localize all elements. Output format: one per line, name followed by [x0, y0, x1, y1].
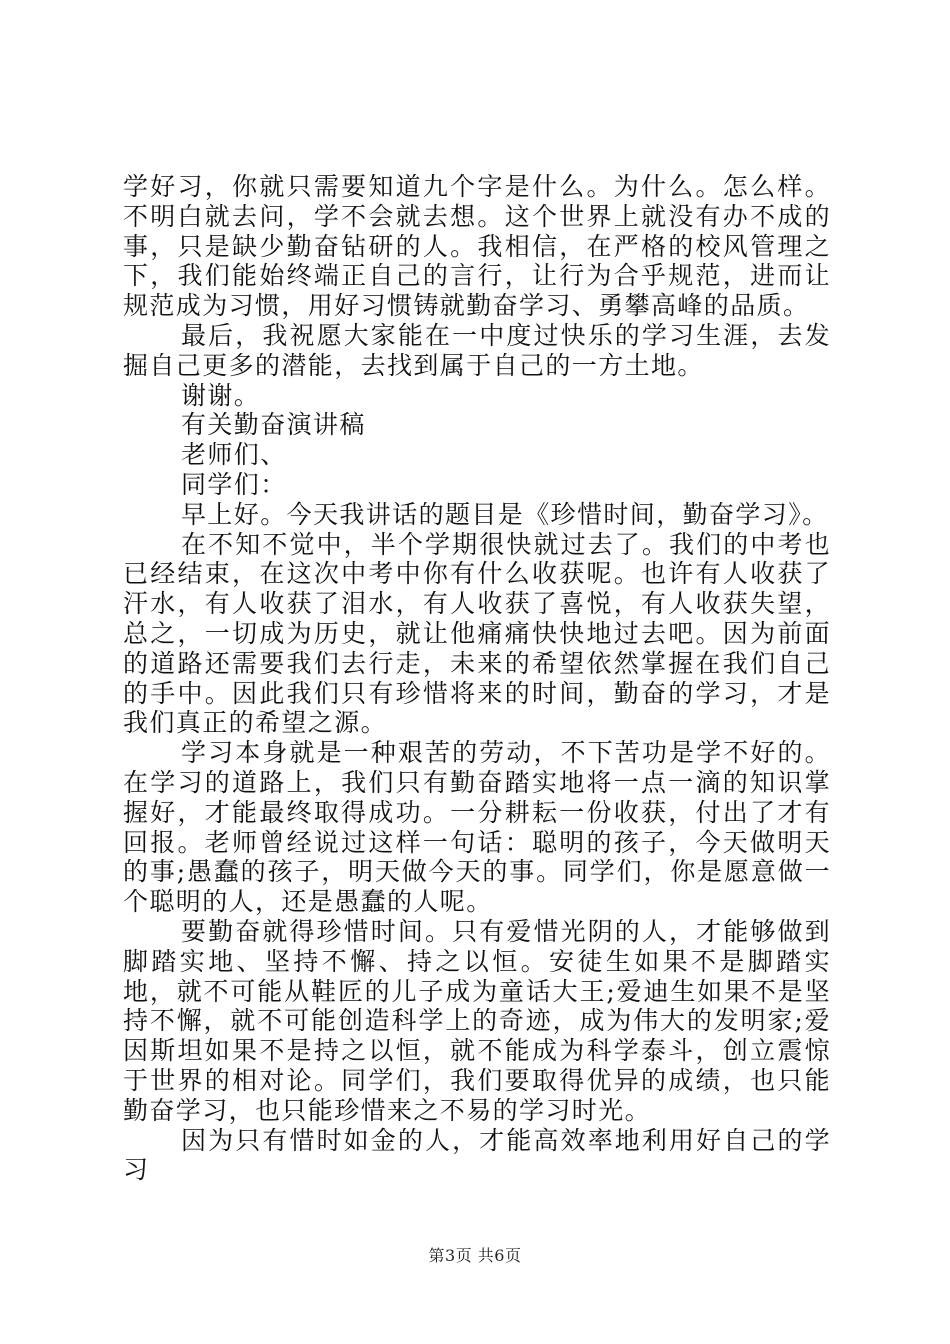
paragraph-continuation: 学好习，你就只需要知道九个字是什么。为什么。怎么样。不明白就去问，学不会就去想。这个世界上就没有办不成的事，只是缺少勤奋钻研的人。我相信，在严格的校风管理之下，我们能始终端正自己的言行，让行为合乎规范，进而让规范成为习惯，用好习惯铸就勤奋学习、勇攀高峰的品质。	[123, 172, 831, 321]
paragraph-greeting: 早上好。今天我讲话的题目是《珍惜时间，勤奋学习》。	[181, 499, 829, 529]
paragraph-cherish-time: 要勤奋就得珍惜时间。只有爱惜光阴的人，才能够做到脚踏实地、坚持不懈、持之以恒。安徒生如果不是脚踏实地，就不可能从鞋匠的儿子成为童话大王;爱迪生如果不是坚持不懈，就不可能创造科学上的奇迹，成为伟大的发明家;爱因斯坦如果不是持之以恒，就不能成为科学泰斗，创立震惊于世界的相对论。同学们，我们要取得优异的成绩，也只能勤奋学习，也只能珍惜来之不易的学习时光。	[123, 916, 831, 1125]
salutation-students: 同学们：	[181, 469, 287, 499]
speech-title: 有关勤奋演讲稿	[181, 410, 366, 440]
paragraph-closing-wish: 最后，我祝愿大家能在一中度过快乐的学习生涯，去发掘自己更多的潜能，去找到属于自己的一方土地。	[123, 320, 831, 380]
paragraph-thanks: 谢谢。	[181, 380, 261, 410]
document-body	[123, 172, 831, 1185]
paragraph-hard-work: 学习本身就是一种艰苦的劳动，不下苦功是学不好的。在学习的道路上，我们只有勤奋踏实地将一点一滴的知识掌握好，才能最终取得成功。一分耕耘一份收获，付出了才有回报。老师曾经说过这样一句话：聪明的孩子，今天做明天的事;愚蠢的孩子，明天做今天的事。同学们，你是愿意做一个聪明的人，还是愚蠢的人呢。	[123, 738, 831, 917]
paragraph-efficiency: 因为只有惜时如金的人，才能高效率地利用好自己的学习	[123, 1125, 831, 1185]
paragraph-exam: 在不知不觉中，半个学期很快就过去了。我们的中考也已经结束，在这次中考中你有什么收获呢。也许有人收获了汗水，有人收获了泪水，有人收获了喜悦，有人收获失望，总之，一切成为历史，就让他痛痛快快地过去吧。因为前面的道路还需要我们去行走，未来的希望依然掌握在我们自己的手中。因此我们只有珍惜将来的时间，勤奋的学习，才是我们真正的希望之源。	[123, 529, 831, 738]
salutation-teachers: 老师们、	[181, 440, 287, 470]
page-number-footer: 第3页 共6页	[428, 1246, 522, 1265]
